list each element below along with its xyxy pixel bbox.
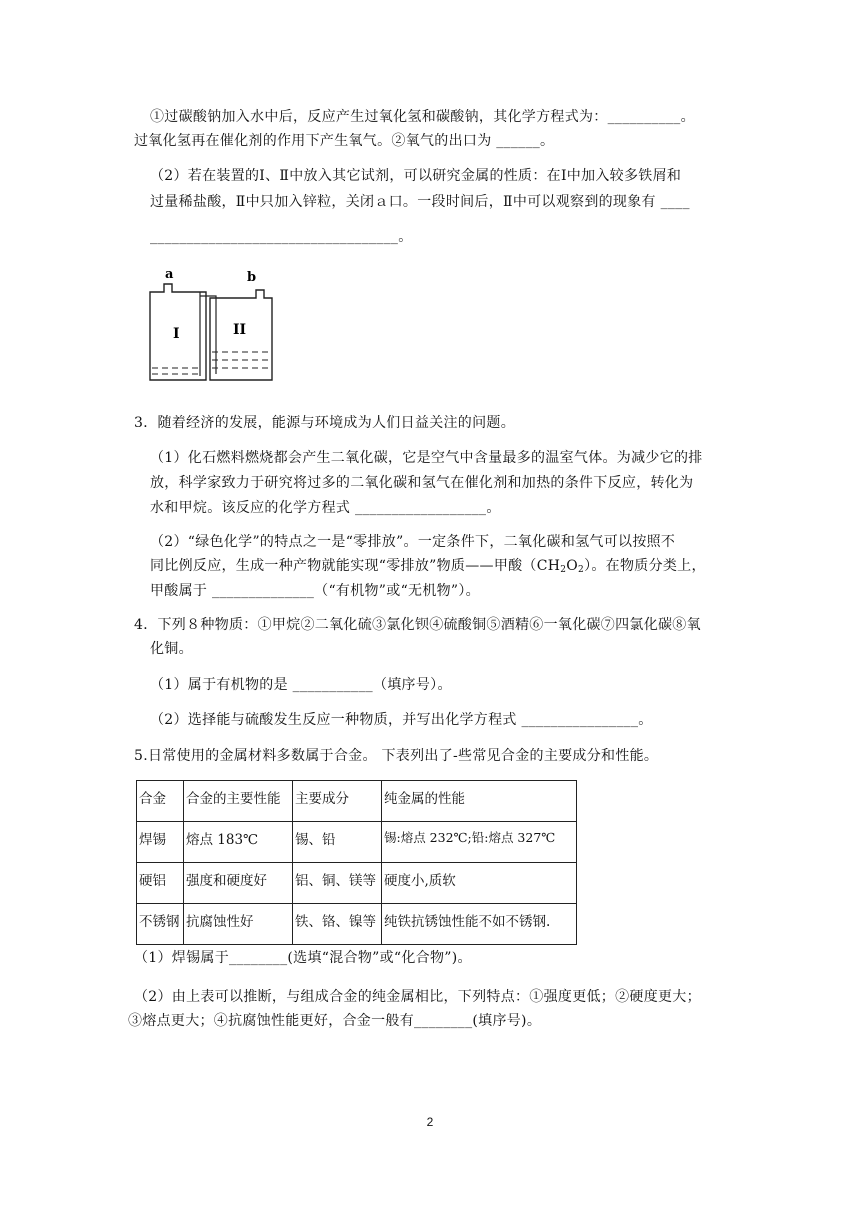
header-cell: 合金的主要性能 bbox=[184, 781, 293, 822]
table-cell: 锡、铅 bbox=[293, 822, 382, 863]
q3-part2-line-2-pre: 同比例反应，生成一种产物就能实现“零排放”物质——甲酸（CH bbox=[150, 558, 561, 574]
q3-part2-line-1: （2）“绿色化学”的特点之一是“零排放”。一定条件下，二氧化碳和氢气可以按照不 bbox=[150, 534, 676, 550]
table-cell: 不锈钢 bbox=[137, 904, 184, 945]
connecting-tube-2 bbox=[200, 296, 216, 374]
q3-part2-line-3: 甲酸属于 ______________（“有机物”或“无机物”）。 bbox=[150, 583, 480, 599]
label-II: II bbox=[233, 322, 247, 338]
table-cell: 强度和硬度好 bbox=[184, 863, 293, 904]
table-cell: 铁、铬、镍等 bbox=[293, 904, 382, 945]
formula-mid: O bbox=[566, 558, 579, 574]
apparatus-diagram bbox=[140, 262, 280, 386]
q2-part2-line-3: __________________________________。 bbox=[150, 229, 413, 245]
q5-part2-line-1: （2）由上表可以推断，与组成合金的纯金属相比，下列特点：①强度更低；②硬度更大； bbox=[134, 989, 701, 1005]
q3-title: 3．随着经济的发展，能源与环境成为人们日益关注的问题。 bbox=[134, 415, 516, 431]
table-cell: 硬铝 bbox=[137, 863, 184, 904]
q2-line-1: ①过碳酸钠加入水中后，反应产生过氧化氢和碳酸钠，其化学方程式为：__________。 bbox=[150, 109, 695, 125]
q4-title-line-1: 4．下列８种物质：①甲烷②二氧化硫③氯化钡④硫酸铜⑤酒精⑥一氧化碳⑦四氯化碳⑧氧 bbox=[134, 617, 701, 633]
table-cell: 抗腐蚀性好 bbox=[184, 904, 293, 945]
label-I: I bbox=[173, 326, 180, 342]
table-cell: 纯铁抗锈蚀性能不如不锈钢. bbox=[382, 904, 577, 945]
q3-part2-line-2-post: ）。在物质分类上， bbox=[584, 558, 706, 574]
q4-part2: （2）选择能与硫酸发生反应一种物质，并写出化学方程式 ________________。 bbox=[150, 712, 653, 728]
header-cell: 合金 bbox=[137, 781, 184, 822]
table-header-row bbox=[137, 781, 577, 822]
alloy-table bbox=[136, 780, 577, 945]
table-cell: 硬度小,质软 bbox=[382, 863, 577, 904]
label-a: a bbox=[165, 267, 174, 282]
table-row bbox=[137, 863, 577, 904]
q2-part2-line-2: 过量稀盐酸，Ⅱ中只加入锌粒，关闭ａ口。一段时间后，Ⅱ中可以观察到的现象有 ____ bbox=[150, 194, 690, 210]
q4-title-line-2: 化铜。 bbox=[150, 641, 193, 657]
table-cell: 焊锡 bbox=[137, 822, 184, 863]
page-number: 2 bbox=[426, 1115, 434, 1129]
table-cell: 锡:熔点 232℃;铅:熔点 327℃ bbox=[382, 822, 577, 863]
formula-subscript-2: 2 bbox=[578, 565, 585, 575]
q3-part1-line-3: 水和甲烷。该反应的化学方程式 __________________。 bbox=[150, 500, 501, 516]
header-cell: 主要成分 bbox=[293, 781, 382, 822]
q3-part1-line-1: （1）化石燃料燃烧都会产生二氧化碳，它是空气中含量最多的温室气体。为减少它的排 bbox=[150, 450, 703, 466]
table-row bbox=[137, 904, 577, 945]
q5-part1: （1）焊锡属于________(选填“混合物”或“化合物”)。 bbox=[134, 950, 472, 966]
label-b: b bbox=[247, 270, 257, 285]
q2-part2-line-1: （2）若在装置的Ⅰ、Ⅱ中放入其它试剂，可以研究金属的性质：在Ⅰ中加入较多铁屑和 bbox=[150, 168, 682, 184]
table-cell: 铝、铜、镁等 bbox=[293, 863, 382, 904]
q5-title: 5.日常使用的金属材料多数属于合金。 下表列出了-些常见合金的主要成分和性能。 bbox=[134, 748, 659, 764]
q5-part2-line-2: ③熔点更大；④抗腐蚀性能更好，合金一般有________(填序号)。 bbox=[128, 1013, 542, 1029]
q3-part1-line-2: 放，科学家致力于研究将过多的二氧化碳和氢气在催化剂和加热的条件下反应，转化为 bbox=[150, 475, 694, 491]
table-row bbox=[137, 822, 577, 863]
q4-part1: （1）属于有机物的是 ___________（填序号）。 bbox=[150, 677, 452, 693]
q3-part2-line-2 bbox=[150, 555, 706, 575]
formula-subscript-1: 2 bbox=[560, 565, 567, 575]
header-cell: 纯金属的性能 bbox=[382, 781, 577, 822]
table-cell: 熔点 183℃ bbox=[184, 822, 293, 863]
q2-line-2: 过氧化氢再在催化剂的作用下产生氧气。②氧气的出口为 ______。 bbox=[134, 133, 555, 149]
